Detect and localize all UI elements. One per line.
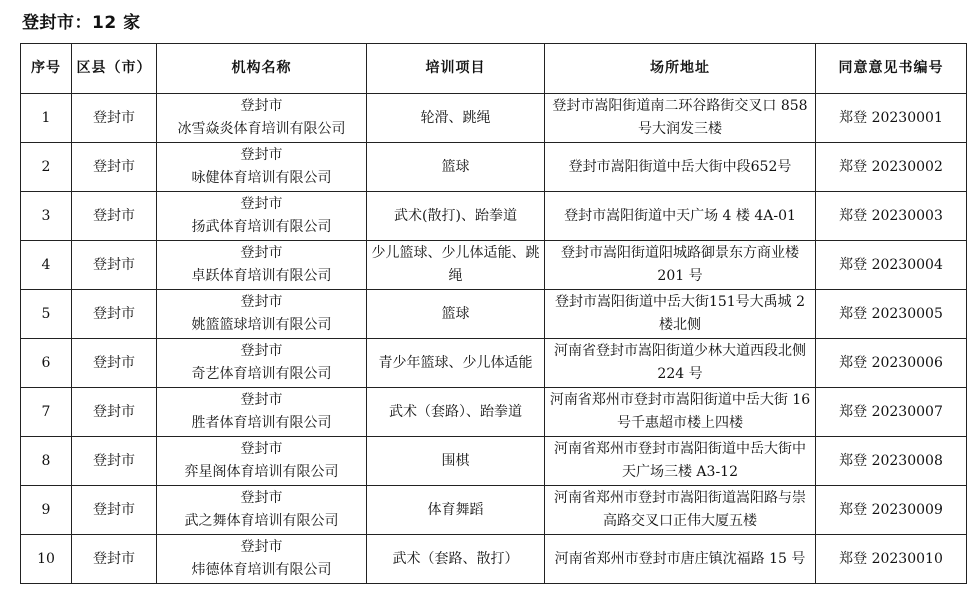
column-header-county: 区县（市） (72, 44, 157, 94)
table-header-row (21, 44, 967, 94)
page-heading: 登封市：12 家 (22, 13, 141, 33)
institution-name-line2: 扬武体育培训有限公司 (191, 219, 332, 235)
row-index: 5 (21, 290, 72, 339)
row-permit-number: 郑登 20230003 (816, 192, 967, 241)
row-permit-number: 郑登 20230001 (816, 94, 967, 143)
row-index: 9 (21, 486, 72, 535)
table-row (21, 290, 967, 339)
institution-name-line2: 冰雪焱炎体育培训有限公司 (177, 121, 346, 137)
row-permit-number: 郑登 20230006 (816, 339, 967, 388)
row-address (545, 388, 816, 437)
row-address (545, 339, 816, 388)
address-text: 河南省郑州市登封市嵩阳街道中岳大街中天广场三楼 A3-12 (554, 441, 806, 480)
row-institution-name (157, 290, 367, 339)
row-address (545, 241, 816, 290)
institution-name-line1: 登封市 (240, 441, 283, 457)
row-training-project (367, 339, 545, 388)
training-project-text: 轮滑、跳绳 (420, 109, 491, 126)
row-address (545, 486, 816, 535)
row-training-project (367, 241, 545, 290)
row-institution-name (157, 143, 367, 192)
row-county: 登封市 (72, 143, 157, 192)
column-header-address: 场所地址 (545, 44, 816, 94)
row-institution-name (157, 535, 367, 584)
row-address (545, 192, 816, 241)
table-row (21, 535, 967, 584)
row-index: 4 (21, 241, 72, 290)
row-address (545, 94, 816, 143)
row-training-project (367, 290, 545, 339)
row-training-project (367, 143, 545, 192)
row-index: 6 (21, 339, 72, 388)
institution-name-line2: 炜德体育培训有限公司 (191, 562, 332, 578)
institution-name-line1: 登封市 (240, 490, 283, 506)
row-address (545, 437, 816, 486)
row-index: 1 (21, 94, 72, 143)
table-row (21, 241, 967, 290)
training-project-text: 体育舞蹈 (427, 501, 484, 518)
institution-name-line1: 登封市 (240, 294, 283, 310)
institution-name-line1: 登封市 (240, 98, 283, 114)
institution-name-line2: 咏健体育培训有限公司 (191, 170, 332, 186)
row-permit-number: 郑登 20230004 (816, 241, 967, 290)
row-permit-number: 郑登 20230002 (816, 143, 967, 192)
row-index: 7 (21, 388, 72, 437)
table-row (21, 94, 967, 143)
column-header-training-project: 培训项目 (367, 44, 545, 94)
row-index: 10 (21, 535, 72, 584)
row-training-project (367, 437, 545, 486)
table-row (21, 437, 967, 486)
training-project-text: 篮球 (441, 158, 470, 175)
row-institution-name (157, 241, 367, 290)
address-text: 河南省郑州市登封市唐庄镇沈福路 15 号 (554, 550, 806, 567)
row-institution-name (157, 192, 367, 241)
row-county: 登封市 (72, 437, 157, 486)
address-text: 登封市嵩阳街道中岳大街151号大禹城 2 楼北侧 (554, 294, 806, 333)
institution-name-line2: 弈星阁体育培训有限公司 (184, 464, 339, 480)
training-project-text: 少儿篮球、少儿体适能、跳绳 (371, 245, 540, 284)
address-text: 河南省郑州市登封市嵩阳街道嵩阳路与崇高路交叉口正伟大厦五楼 (554, 490, 806, 529)
row-county: 登封市 (72, 241, 157, 290)
training-project-text: 篮球 (441, 305, 470, 322)
row-permit-number: 郑登 20230008 (816, 437, 967, 486)
institution-name-line1: 登封市 (240, 245, 283, 261)
row-institution-name (157, 486, 367, 535)
column-header-index: 序号 (21, 44, 72, 94)
institution-table (20, 43, 967, 584)
institution-name-line1: 登封市 (240, 196, 283, 212)
training-project-text: 青少年篮球、少儿体适能 (378, 354, 533, 371)
row-index: 3 (21, 192, 72, 241)
institution-name-line2: 胜者体育培训有限公司 (191, 415, 332, 431)
address-text: 河南省郑州市登封市嵩阳街道中岳大街 16 号千惠超市楼上四楼 (549, 392, 811, 431)
table-row (21, 339, 967, 388)
row-institution-name (157, 388, 367, 437)
address-text: 登封市嵩阳街道阳城路御景东方商业楼 201 号 (561, 245, 799, 284)
address-text: 登封市嵩阳街道南二环谷路街交叉口 858 号大润发三楼 (552, 98, 808, 137)
table-row (21, 192, 967, 241)
institution-name-line1: 登封市 (240, 343, 283, 359)
row-permit-number: 郑登 20230010 (816, 535, 967, 584)
institution-name-line2: 奇艺体育培训有限公司 (191, 366, 332, 382)
row-training-project (367, 94, 545, 143)
row-county: 登封市 (72, 339, 157, 388)
training-project-text: 武术（套路、散打） (392, 550, 519, 567)
table-row (21, 143, 967, 192)
row-training-project (367, 535, 545, 584)
row-institution-name (157, 94, 367, 143)
row-index: 8 (21, 437, 72, 486)
row-training-project (367, 486, 545, 535)
table-row (21, 388, 967, 437)
row-address (545, 143, 816, 192)
training-project-text: 武术（套路）、跆拳道 (389, 403, 522, 420)
row-county: 登封市 (72, 94, 157, 143)
column-header-institution-name: 机构名称 (157, 44, 367, 94)
institution-name-line1: 登封市 (240, 392, 283, 408)
training-project-text: 武术(散打)、跆拳道 (394, 207, 517, 224)
row-county: 登封市 (72, 192, 157, 241)
row-permit-number: 郑登 20230007 (816, 388, 967, 437)
address-text: 河南省登封市嵩阳街道少林大道西段北侧 224 号 (554, 343, 806, 382)
row-address (545, 535, 816, 584)
row-permit-number: 郑登 20230009 (816, 486, 967, 535)
row-address (545, 290, 816, 339)
column-header-permit-number: 同意意见书编号 (816, 44, 967, 94)
row-county: 登封市 (72, 290, 157, 339)
row-county: 登封市 (72, 388, 157, 437)
institution-name-line2: 卓跃体育培训有限公司 (191, 268, 332, 284)
row-training-project (367, 388, 545, 437)
institution-name-line2: 武之舞体育培训有限公司 (184, 513, 339, 529)
row-county: 登封市 (72, 535, 157, 584)
row-institution-name (157, 437, 367, 486)
address-text: 登封市嵩阳街道中天广场 4 楼 4A-01 (564, 207, 796, 224)
address-text: 登封市嵩阳街道中岳大街中段652号 (568, 158, 792, 175)
institution-name-line1: 登封市 (240, 539, 283, 555)
row-training-project (367, 192, 545, 241)
institution-name-line1: 登封市 (240, 147, 283, 163)
row-index: 2 (21, 143, 72, 192)
table-row (21, 486, 967, 535)
row-county: 登封市 (72, 486, 157, 535)
row-institution-name (157, 339, 367, 388)
training-project-text: 围棋 (441, 452, 470, 469)
row-permit-number: 郑登 20230005 (816, 290, 967, 339)
institution-name-line2: 姚篮篮球培训有限公司 (191, 317, 332, 333)
